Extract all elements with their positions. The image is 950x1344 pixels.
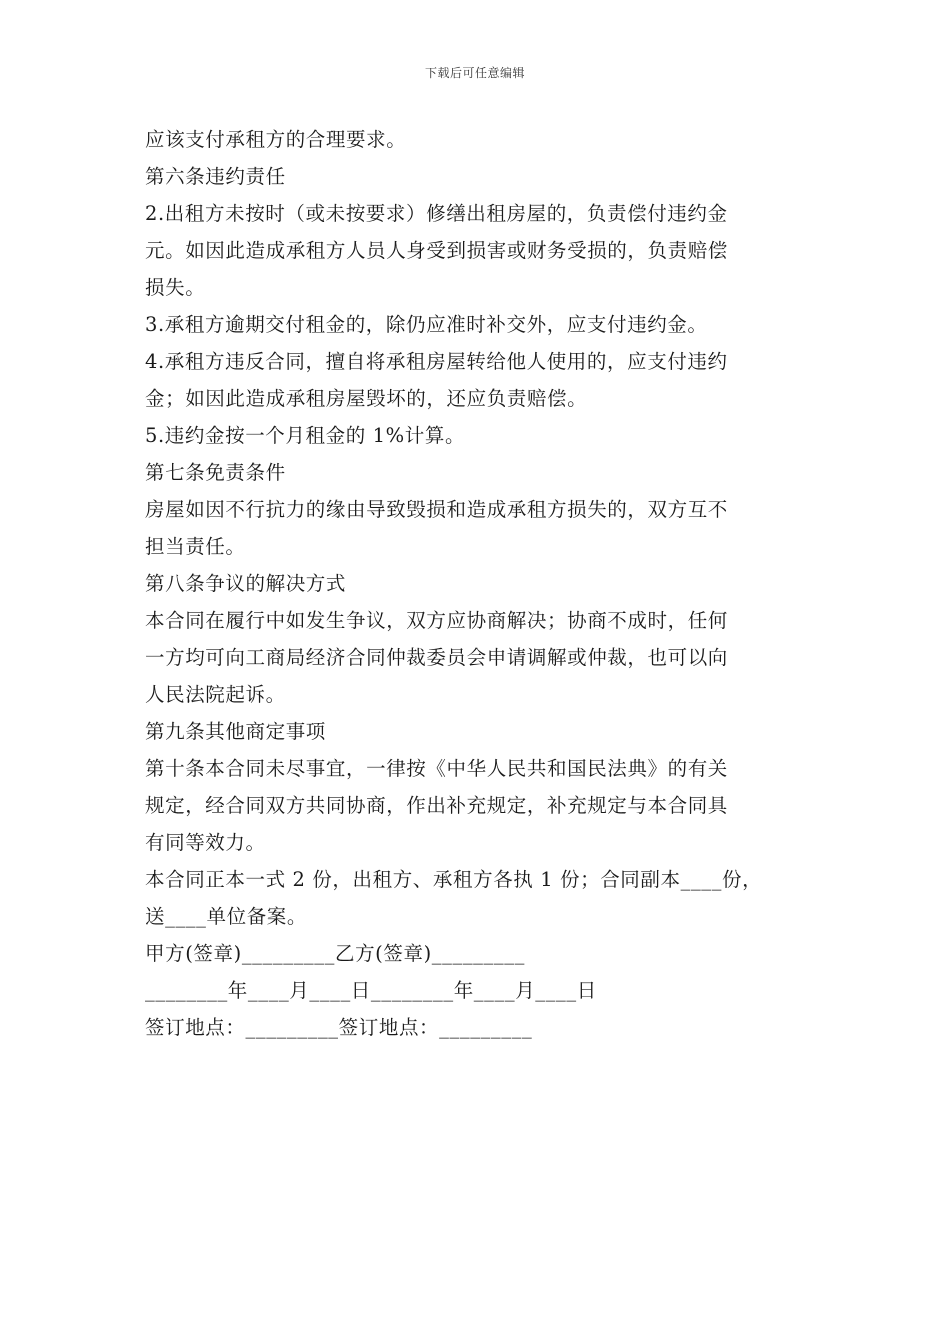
section-heading: 第八条争议的解决方式 — [145, 572, 347, 595]
section-heading: 第七条免责条件 — [145, 461, 286, 484]
text-line: 5.违约金按一个月租金的 1%计算。 — [145, 424, 466, 447]
text-line: 本合同在履行中如发生争议，双方应协商解决；协商不成时，任何 — [145, 609, 728, 632]
text-line: 人民法院起诉。 — [145, 683, 286, 706]
text-line: 损失。 — [145, 276, 206, 299]
text-line: 担当责任。 — [145, 535, 246, 558]
text-line: 第十条本合同未尽事宜，一律按《中华人民共和国民法典》的有关 — [145, 757, 728, 780]
text-line: 送____单位备案。 — [145, 905, 307, 928]
text-line: 一方均可向工商局经济合同仲裁委员会申请调解或仲裁，也可以向 — [145, 646, 728, 669]
text-line: 3.承租方逾期交付租金的，除仍应准时补交外，应支付违约金。 — [145, 313, 708, 336]
text-line: 本合同正本一式 2 份，出租方、承租方各执 1 份；合同副本____份， — [145, 868, 763, 891]
text-line: 2.出租方未按时（或未按要求）修缮出租房屋的，负责偿付违约金 — [145, 202, 728, 225]
section-heading: 第九条其他商定事项 — [145, 720, 326, 743]
page-header: 下载后可任意编辑 — [424, 66, 525, 80]
signature-line: 甲方(签章)_________乙方(签章)_________ — [145, 942, 525, 965]
text-line: 4.承租方违反合同，擅自将承租房屋转给他人使用的，应支付违约 — [145, 350, 728, 373]
text-line: 规定，经合同双方共同协商，作出补充规定，补充规定与本合同具 — [145, 794, 728, 817]
text-line: 有同等效力。 — [145, 831, 266, 854]
section-heading: 第六条违约责任 — [145, 165, 286, 188]
signing-place-line: 签订地点：_________签订地点：_________ — [145, 1016, 533, 1039]
text-line: 房屋如因不行抗力的缘由导致毁损和造成承租方损失的，双方互不 — [145, 498, 728, 521]
text-line: 元。如因此造成承租方人员人身受到损害或财务受损的，负责赔偿 — [145, 239, 728, 262]
text-line: 应该支付承租方的合理要求。 — [145, 128, 407, 151]
text-line: 金；如因此造成承租房屋毁坏的，还应负责赔偿。 — [145, 387, 588, 410]
date-line: ________年____月____日________年____月____日 — [145, 979, 597, 1002]
document-body — [145, 121, 817, 1046]
